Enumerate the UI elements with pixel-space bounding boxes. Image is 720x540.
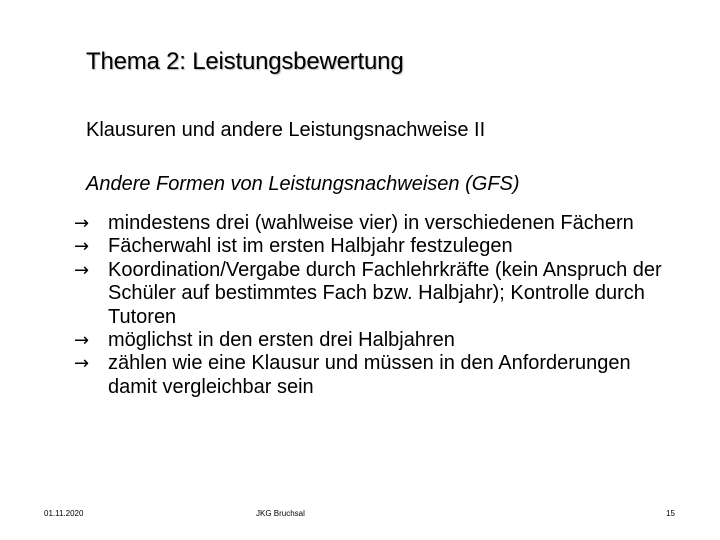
footer-date: 01.11.2020 [44, 509, 84, 518]
bullet-list [74, 212, 674, 399]
arrow-right-icon: → [74, 213, 90, 234]
bullet-text: mindestens drei (wahlweise vier) in verschiedenen Fächern [108, 212, 634, 234]
bullet-text: zählen wie eine Klausur und müssen in den Anforderungen damit vergleichbar sein [108, 352, 631, 398]
slide-subtitle: Klausuren und andere Leistungsnachweise II [86, 119, 486, 141]
bullet-item [74, 329, 674, 352]
bullet-text: möglichst in den ersten drei Halbjahren [108, 329, 455, 352]
arrow-right-icon: → [74, 236, 90, 258]
section-heading: Andere Formen von Leistungsnachweisen (GFS) [86, 173, 520, 195]
footer-page-number: 15 [666, 509, 675, 518]
bullet-item [74, 352, 674, 399]
bullet-item [74, 235, 674, 258]
bullet-text: Koordination/Vergabe durch Fachlehrkräfte (kein Anspruch der Schüler auf bestimmtes Fach bzw. Halbjahr); Kontrolle durch Tutoren [108, 258, 662, 328]
bullet-text: Fächerwahl ist im ersten Halbjahr festzulegen [108, 235, 513, 258]
slide-title: Thema 2: Leistungsbewertung [86, 48, 404, 75]
footer-school: JKG Bruchsal [256, 509, 305, 518]
bullet-item [74, 212, 674, 235]
bullet-item [74, 259, 674, 329]
arrow-right-icon: → [74, 330, 90, 352]
arrow-right-icon: → [74, 259, 90, 281]
arrow-right-icon: → [74, 353, 90, 375]
